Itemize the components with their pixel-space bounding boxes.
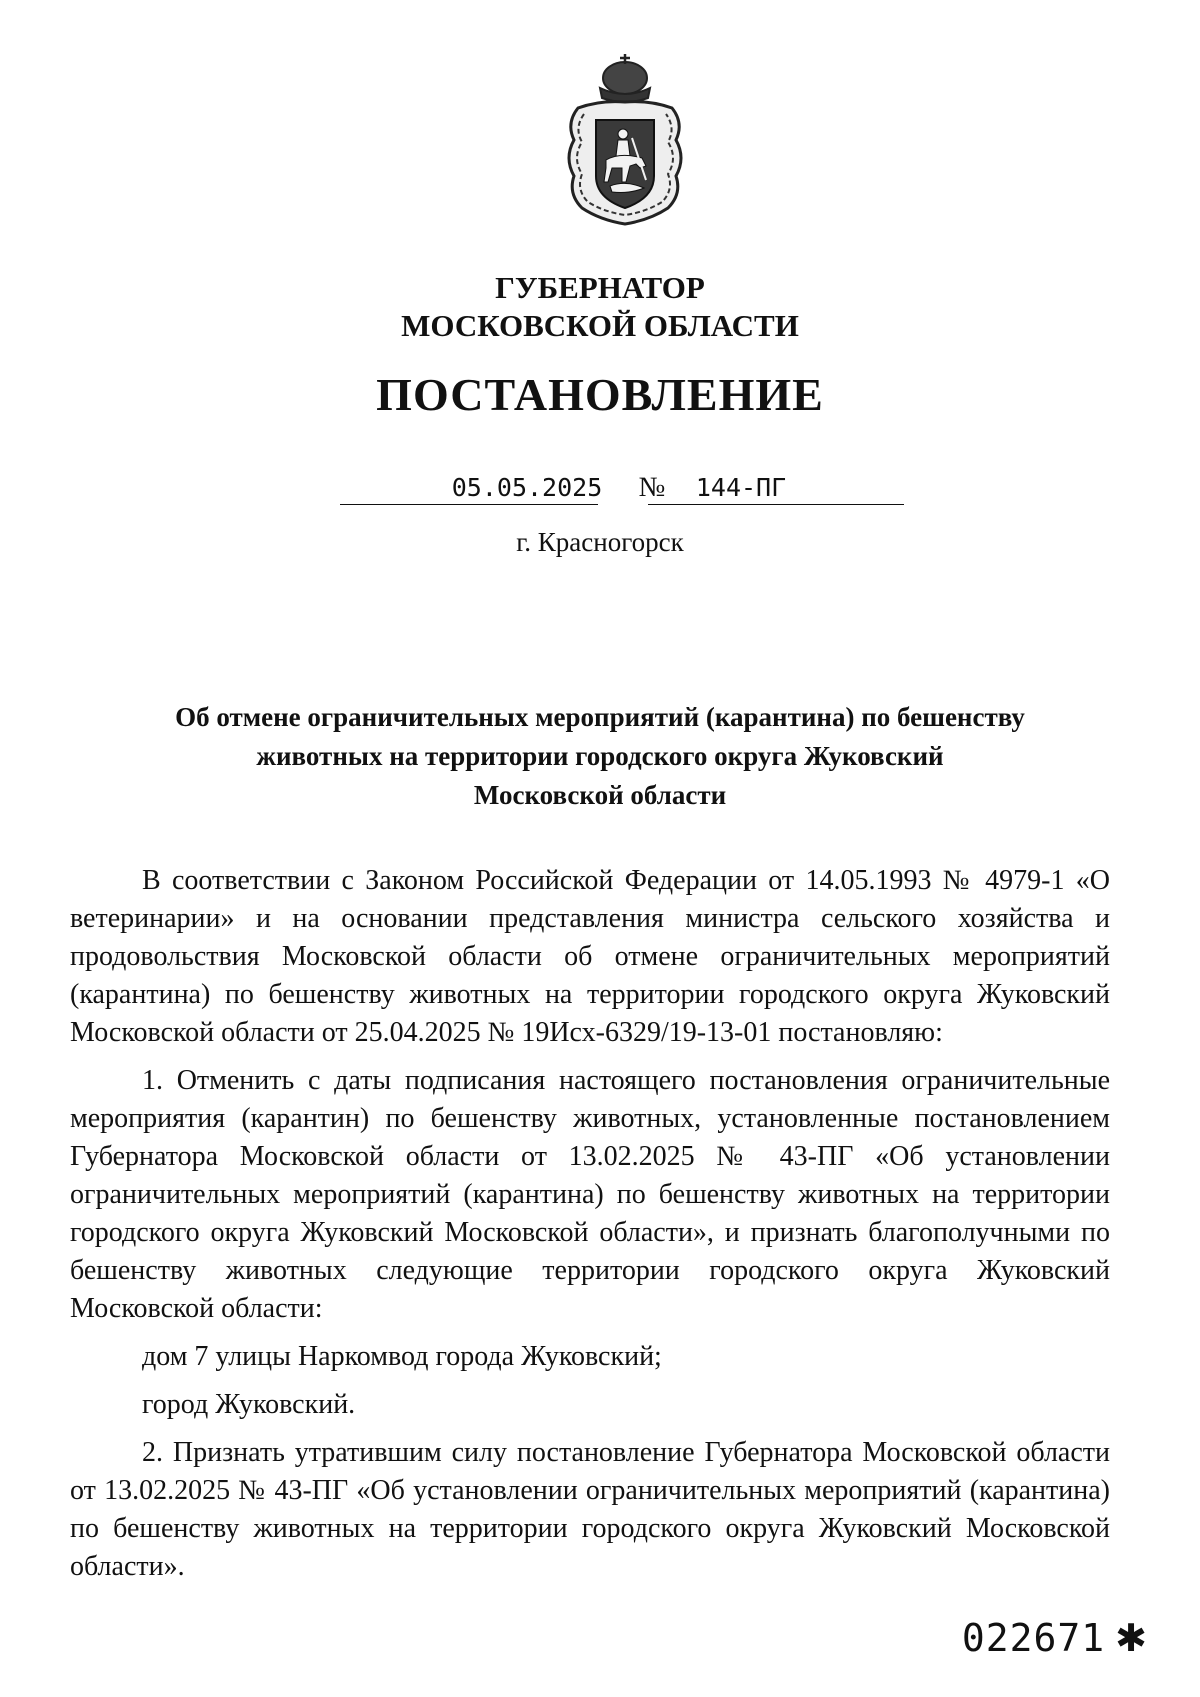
title-line: Московской области	[473, 780, 727, 810]
date-underline	[340, 504, 598, 505]
asterisk-mark: ✱	[1115, 1616, 1148, 1660]
serial-number	[962, 1616, 1148, 1660]
authority-title: ГУБЕРНАТОР	[495, 270, 705, 305]
serial-digits: 022671	[961, 1616, 1106, 1660]
preamble-paragraph: В соответствии с Законом Российской Федерации от 14.05.1993 № 4979-1 «О ветеринарии» и на основании представления министра сельского хозяйства и продовольствия Московской области об отмене ограничительных мероприятий (карантина) по бешенству животных на территории городского округа Жуковский Московской области от 25.04.2025 № 19Исх-6329/19-13-01 постановляю:	[70, 865, 1110, 1048]
document-city: г. Красногорск	[516, 527, 684, 557]
document-body	[70, 862, 1110, 1586]
document-number: 144-ПГ	[695, 473, 787, 502]
registration-line	[340, 468, 904, 508]
territory-list-item: город Жуковский.	[142, 1389, 356, 1420]
number-underline	[648, 504, 904, 505]
authority-region: МОСКОВСКОЙ ОБЛАСТИ	[401, 308, 799, 343]
number-sign: №	[638, 472, 666, 503]
document-type: ПОСТАНОВЛЕНИЕ	[376, 369, 824, 420]
title-line: Об отмене ограничительных мероприятий (карантина) по бешенству	[175, 702, 1025, 732]
document-title	[120, 698, 1080, 815]
clause-1-paragraph: 1. Отменить с даты подписания настоящего постановления ограничительные мероприятия (карантин) по бешенству животных, установленные постановлением Губернатора Московской области от 13.02.2025 № 43-ПГ «Об установлении ограничительных мероприятий (карантина) по бешенству животных на территории городского округа Жуковский Московской области», и признать благополучными по бешенству животных следующие территории городского округа Жуковский Московской области:	[70, 1065, 1110, 1324]
clause-2-paragraph: 2. Признать утратившим силу постановление Губернатора Московской области от 13.02.2025 № 43-ПГ «Об установлении ограничительных мероприятий (карантина) по бешенству животных на территории городского округа Жуковский Московской области».	[70, 1437, 1110, 1582]
title-line: животных на территории городского округа Жуковский	[256, 741, 944, 771]
coat-of-arms-icon	[560, 48, 690, 228]
territory-list-item: дом 7 улицы Наркомвод города Жуковский;	[142, 1341, 662, 1372]
document-date: 05.05.2025	[451, 473, 603, 502]
